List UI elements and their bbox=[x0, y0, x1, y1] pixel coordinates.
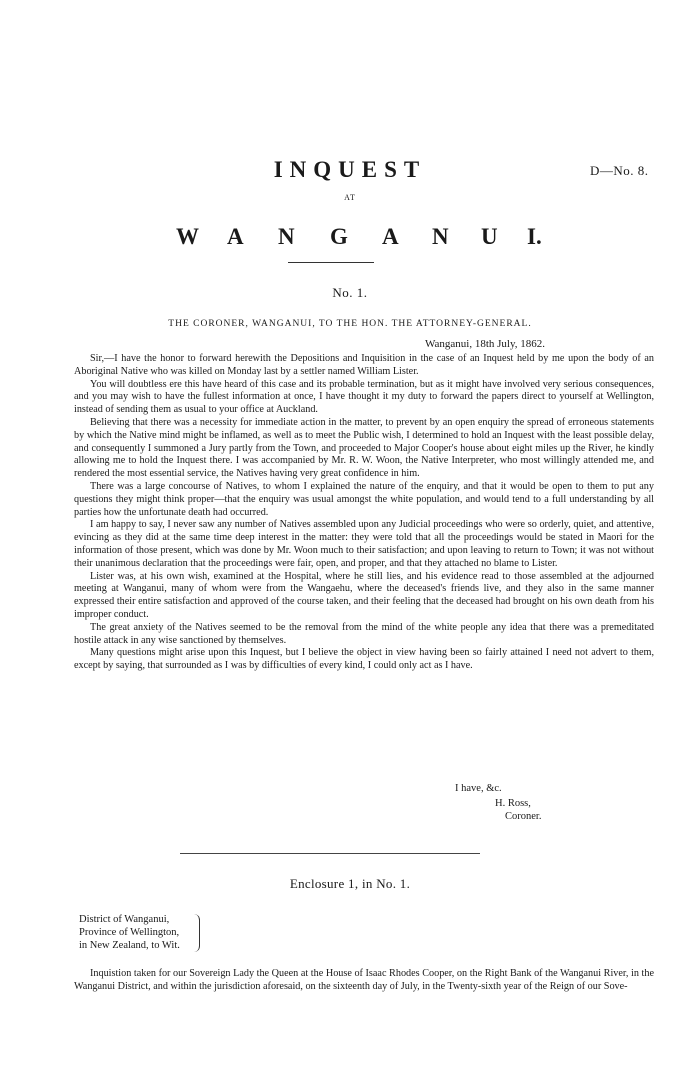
place-title-letter: G bbox=[330, 224, 348, 249]
title-divider bbox=[288, 262, 374, 263]
place-title-letter: W bbox=[176, 224, 199, 249]
enclosure-heading: Enclosure 1, in No. 1. bbox=[289, 876, 411, 891]
place-title-letter: N bbox=[278, 224, 295, 249]
correspondents-heading: THE CORONER, WANGANUI, TO THE HON. THE ATTORNEY-GENERAL. bbox=[168, 319, 532, 329]
letter-paragraph: Believing that there was a necessity for immediate action in the matter, to prevent by an open enquiry the spread of erroneous statements by which the Native mind might be inflamed, as well as to meet the Public wish, I determined to hold an Inquest with the least possible delay, and consequently I summoned a Jury partly from the Town, and proceeded to Major Cooper's house about eight miles up the River, he kindly allowing me to hold the Inquest there. I was accompanied by Mr. R. W. Woon, the Native Interpreter, who most willingly attended me, and rendered the most essential service, the Natives having very great confidence in him. bbox=[74, 416, 654, 480]
letter-paragraph: The great anxiety of the Natives seemed to be the removal from the mind of the white people any idea that there was a premeditated hostile attack in any wise sanctioned by themselves. bbox=[74, 621, 654, 646]
venue-line: in New Zealand, to Wit. bbox=[79, 940, 180, 951]
inquisition-paragraph: Inquistion taken for our Sovereign Lady the Queen at the House of Isaac Rhodes Cooper, on the Right Bank of the Wanganui River, in the Wanganui District, and within the jurisdiction aforesaid, on the sixteenth day of July, in the Twenty-sixth year of the Reign of our Sove- bbox=[74, 968, 654, 992]
signature-name: H. Ross, bbox=[495, 798, 531, 809]
venue-line: District of Wanganui, bbox=[79, 914, 170, 925]
venue-block bbox=[79, 913, 180, 952]
place-title-letter: A bbox=[382, 224, 399, 249]
letter-closing: I have, &c. bbox=[455, 783, 502, 794]
letter-paragraph: Sir,—I have the honor to forward herewith the Depositions and Inquisition in the case of an Inquest held by me upon the body of an Aboriginal Native who was killed on Monday last by a settler named William Lister. bbox=[74, 353, 654, 377]
title-connector: AT bbox=[344, 193, 356, 202]
document-reference: D—No. 8. bbox=[590, 163, 649, 178]
letter-paragraph: Many questions might arise upon this Inquest, but I believe the object in view having been so fairly attained I need not advert to them, except by saying, that surrounded as I was by difficulties of every kind, I could only act as I have. bbox=[74, 647, 654, 672]
place-title-letter: U bbox=[481, 224, 498, 249]
section-divider bbox=[180, 853, 480, 854]
letter-paragraph: There was a large concourse of Natives, to whom I explained the nature of the enquiry, and that it would be open to them to put any questions they might think proper—that the enquiry was usual amongst the white population, and would tend to a full understanding by all parties how the unfortunate death had occurred. bbox=[74, 480, 654, 518]
place-title-letter: I. bbox=[527, 224, 542, 249]
letter-body bbox=[74, 353, 654, 673]
venue-brace bbox=[193, 914, 200, 952]
place-title-letter: N bbox=[432, 224, 449, 249]
letter-paragraph: I am happy to say, I never saw any number of Natives assembled upon any Judicial proceedings who were so orderly, quiet, and attentive, evincing as they did at the same time deep interest in the matter: they were told that all the proceedings would be stated in Maori for the information of those present, which was done by Mr. Woon much to their satisfaction; and upon leaving to return to Town; it was not without their unanimous declaration that the proceedings were fair, open, and proper, and that they attached no blame to Lister. bbox=[74, 519, 654, 569]
signature-title: Coroner. bbox=[505, 811, 542, 822]
document-number: No. 1. bbox=[332, 285, 368, 300]
place-title-letter: A bbox=[227, 224, 244, 249]
letter-dateline: Wanganui, 18th July, 1862. bbox=[425, 338, 546, 350]
letter-paragraph: Lister was, at his own wish, examined at the Hospital, where he still lies, and his evidence read to those assembled at the adjourned meeting at Wanganui, many of whom were from the Wangaehu, where the deceased's friends live, and they also in the same manner expressed their entire satisfaction and approved of the course taken, and their feeling that the deceased had brought on his own death from his improper conduct. bbox=[74, 570, 654, 620]
document-title: INQUEST bbox=[273, 157, 427, 182]
letter-paragraph: You will doubtless ere this have heard of this case and its probable termination, but as it might have involved very serious consequences, and you may wish to have the fullest information at once, I have thought it my duty to forward the papers direct to yourself at Wellington, instead of sending them as usual to your office at Auckland. bbox=[74, 378, 654, 416]
venue-line: Province of Wellington, bbox=[79, 927, 180, 938]
inquisition-text bbox=[74, 968, 654, 994]
